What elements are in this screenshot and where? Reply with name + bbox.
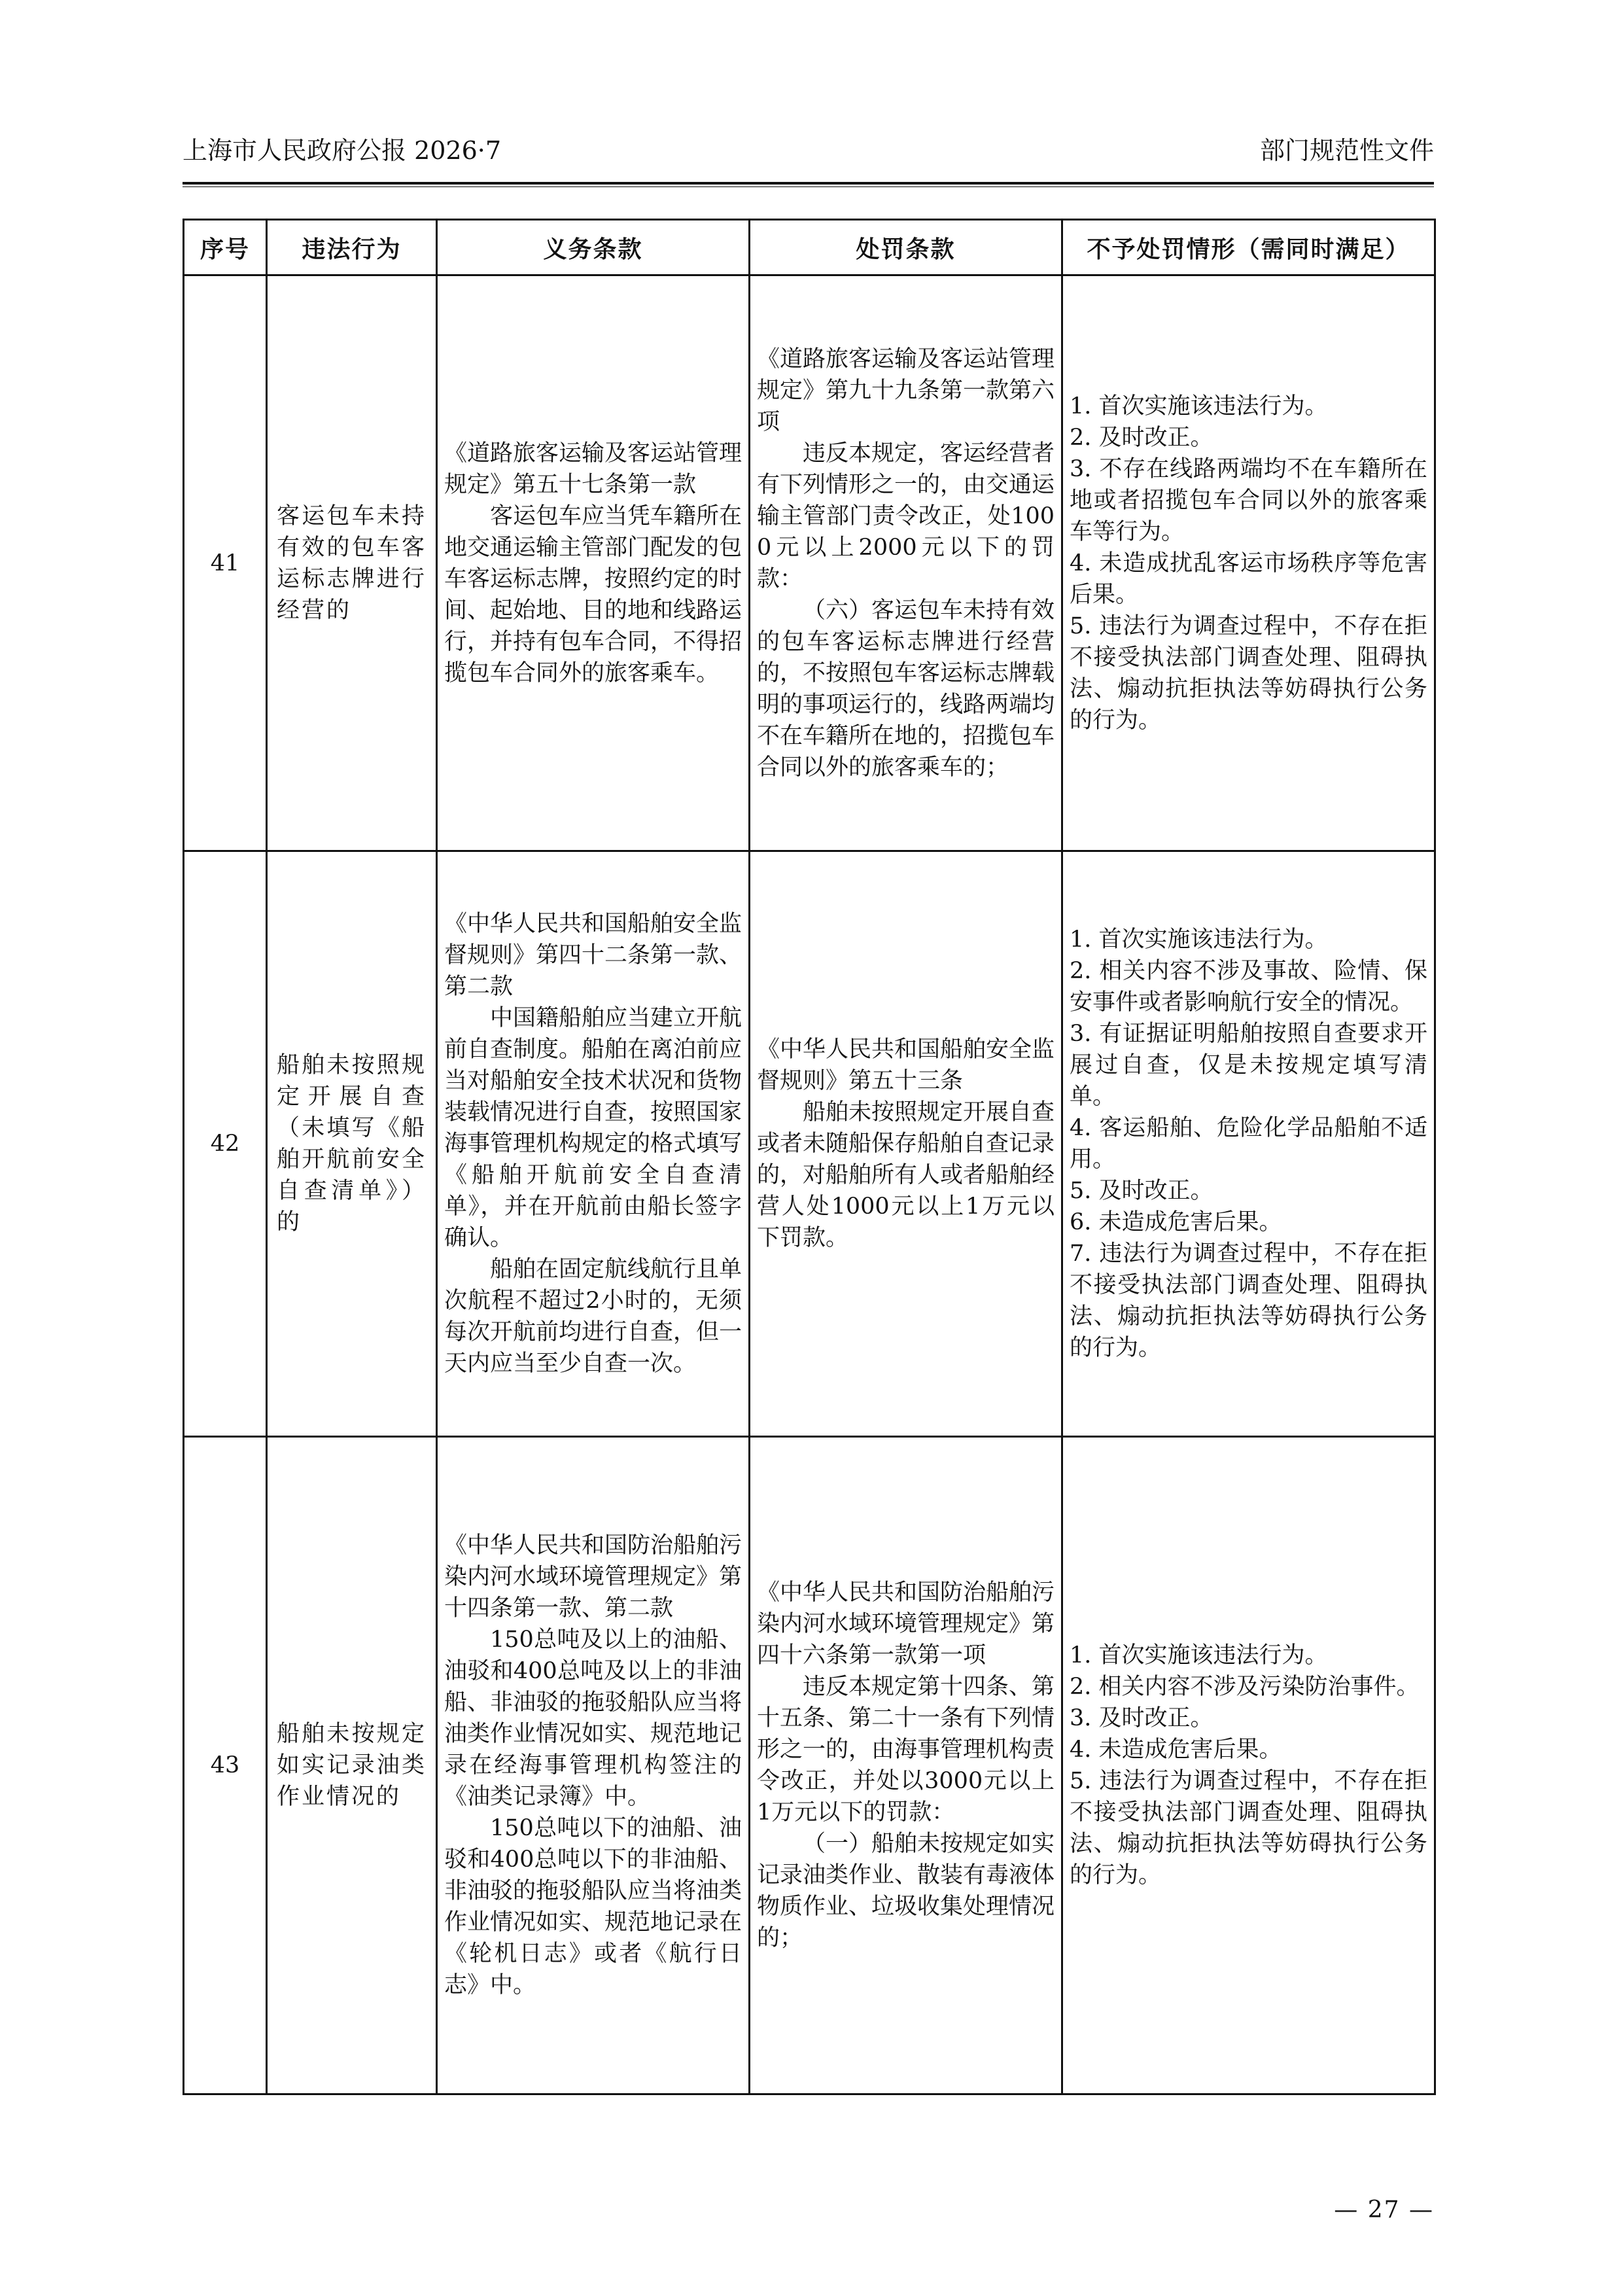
obligation-paragraph: 《道路旅客运输及客运站管理规定》第五十七条第一款 [444, 440, 742, 498]
violation-cell: 船舶未按规定如实记录油类作业情况的 [267, 1437, 437, 2094]
page-number: — 27 — [1334, 2197, 1434, 2223]
table-row [184, 1437, 1435, 2094]
penalty-paragraph: 违反本规定，客运经营者有下列情形之一的，由交通运输主管部门责令改正，处1000元以上2000元以下的罚款： [757, 440, 1055, 592]
violation-cell: 船舶未按照规定开展自查（未填写《船舶开航前安全自查清单》）的 [267, 851, 437, 1437]
exemption-item: 5. 及时改正。 [1070, 1178, 1213, 1204]
column-header-exemption: 不予处罚情形（需同时满足） [1062, 220, 1435, 275]
exemption-cell [1062, 851, 1435, 1437]
penalty-paragraph: 《道路旅客运输及客运站管理规定》第九十九条第一款第六项 [757, 345, 1055, 435]
penalty-paragraph: （一）船舶未按规定如实记录油类作业、散装有毒液体物质作业、垃圾收集处理情况的； [757, 1831, 1055, 1951]
exemption-item: 2. 相关内容不涉及污染防治事件。 [1070, 1674, 1420, 1700]
obligation-paragraph: 中国籍船舶应当建立开航前自查制度。船舶在离泊前应当对船舶安全技术状况和货物装载情况进行自查，按照国家海事管理机构规定的格式填写《船舶开航前安全自查清单》，并在开航前由船长签字确认。 [444, 1005, 742, 1251]
obligation-paragraph: 客运包车应当凭车籍所在地交通运输主管部门配发的包车客运标志牌，按照约定的时间、起始地、目的地和线路运行，并持有包车合同，不得招揽包车合同外的旅客乘车。 [444, 503, 742, 686]
penalty-exemption-table [183, 219, 1436, 2095]
row-number: 42 [184, 851, 267, 1437]
exemption-cell [1062, 275, 1435, 851]
column-header-number: 序号 [184, 220, 267, 275]
exemption-item: 1. 首次实施该违法行为。 [1070, 393, 1328, 419]
penalty-cell [750, 851, 1062, 1437]
obligation-paragraph: 150总吨以下的油船、油驳和400总吨以下的非油船、非油驳的拖驳船队应当将油类作业情况如实、规范地记录在《轮机日志》或者《航行日志》中。 [444, 1815, 742, 1998]
penalty-cell [750, 275, 1062, 851]
header-rule-thin [183, 186, 1434, 187]
penalty-paragraph: 违反本规定第十四条、第十五条、第二十一条有下列情形之一的，由海事管理机构责令改正，并处以3000元以上1万元以下的罚款： [757, 1674, 1055, 1826]
column-header-penalty: 处罚条款 [750, 220, 1062, 275]
obligation-paragraph: 150总吨及以上的油船、油驳和400总吨及以上的非油船、非油驳的拖驳船队应当将油类作业情况如实、规范地记录在经海事管理机构签注的《油类记录簿》中。 [444, 1627, 742, 1810]
exemption-item: 5. 违法行为调查过程中，不存在拒不接受执法部门调查处理、阻碍执法、煽动抗拒执法等妨碍执行公务的行为。 [1070, 612, 1427, 733]
exemption-item: 7. 违法行为调查过程中，不存在拒不接受执法部门调查处理、阻碍执法、煽动抗拒执法等妨碍执行公务的行为。 [1070, 1241, 1427, 1361]
exemption-item: 1. 首次实施该违法行为。 [1070, 1642, 1328, 1669]
penalty-paragraph: 《中华人民共和国船舶安全监督规则》第五十三条 [757, 1036, 1055, 1094]
section-title: 部门规范性文件 [1259, 136, 1434, 165]
exemption-item: 2. 及时改正。 [1070, 424, 1213, 451]
obligation-paragraph: 《中华人民共和国船舶安全监督规则》第四十二条第一款、第二款 [444, 911, 742, 1000]
row-number: 41 [184, 275, 267, 851]
obligation-cell [437, 1437, 750, 2094]
penalty-paragraph: 船舶未按照规定开展自查或者未随船保存船舶自查记录的，对船舶所有人或者船舶经营人处1000元以上1万元以下罚款。 [757, 1099, 1055, 1251]
row-number: 43 [184, 1437, 267, 2094]
penalty-cell [750, 1437, 1062, 2094]
exemption-item: 3. 不存在线路两端均不在车籍所在地或者招揽包车合同以外的旅客乘车等行为。 [1070, 455, 1427, 545]
exemption-item: 5. 违法行为调查过程中，不存在拒不接受执法部门调查处理、阻碍执法、煽动抗拒执法等妨碍执行公务的行为。 [1070, 1768, 1427, 1888]
exemption-item: 4. 未造成扰乱客运市场秩序等危害后果。 [1070, 550, 1427, 608]
exemption-item: 4. 未造成危害后果。 [1070, 1737, 1282, 1763]
exemption-item: 1. 首次实施该违法行为。 [1070, 927, 1328, 953]
penalty-paragraph: 《中华人民共和国防治船舶污染内河水域环境管理规定》第四十六条第一款第一项 [757, 1580, 1055, 1669]
obligation-cell [437, 851, 750, 1437]
obligation-paragraph: 船舶在固定航线航行且单次航程不超过2小时的，无须每次开航前均进行自查，但一天内应当至少自查一次。 [444, 1256, 742, 1377]
table-header-row [184, 220, 1435, 275]
column-header-obligation: 义务条款 [437, 220, 750, 275]
exemption-item: 3. 有证据证明船舶按照自查要求开展过自查，仅是未按规定填写清单。 [1070, 1021, 1427, 1110]
violation-cell: 客运包车未持有效的包车客运标志牌进行经营的 [267, 275, 437, 851]
exemption-item: 4. 客运船舶、危险化学品船舶不适用。 [1070, 1115, 1427, 1173]
header-rule [183, 182, 1434, 185]
exemption-item: 6. 未造成危害后果。 [1070, 1209, 1282, 1235]
table-row [184, 275, 1435, 851]
publication-title: 上海市人民政府公报 2026·7 [183, 136, 502, 165]
penalty-paragraph: （六）客运包车未持有效的包车客运标志牌进行经营的，不按照包车客运标志牌载明的事项运行的，线路两端均不在车籍所在地的，招揽包车合同以外的旅客乘车的； [757, 597, 1055, 781]
obligation-cell [437, 275, 750, 851]
exemption-item: 2. 相关内容不涉及事故、险情、保安事件或者影响航行安全的情况。 [1070, 958, 1427, 1016]
exemption-cell [1062, 1437, 1435, 2094]
obligation-paragraph: 《中华人民共和国防治船舶污染内河水域环境管理规定》第十四条第一款、第二款 [444, 1532, 742, 1621]
column-header-violation: 违法行为 [267, 220, 437, 275]
table-row [184, 851, 1435, 1437]
exemption-item: 3. 及时改正。 [1070, 1705, 1213, 1731]
